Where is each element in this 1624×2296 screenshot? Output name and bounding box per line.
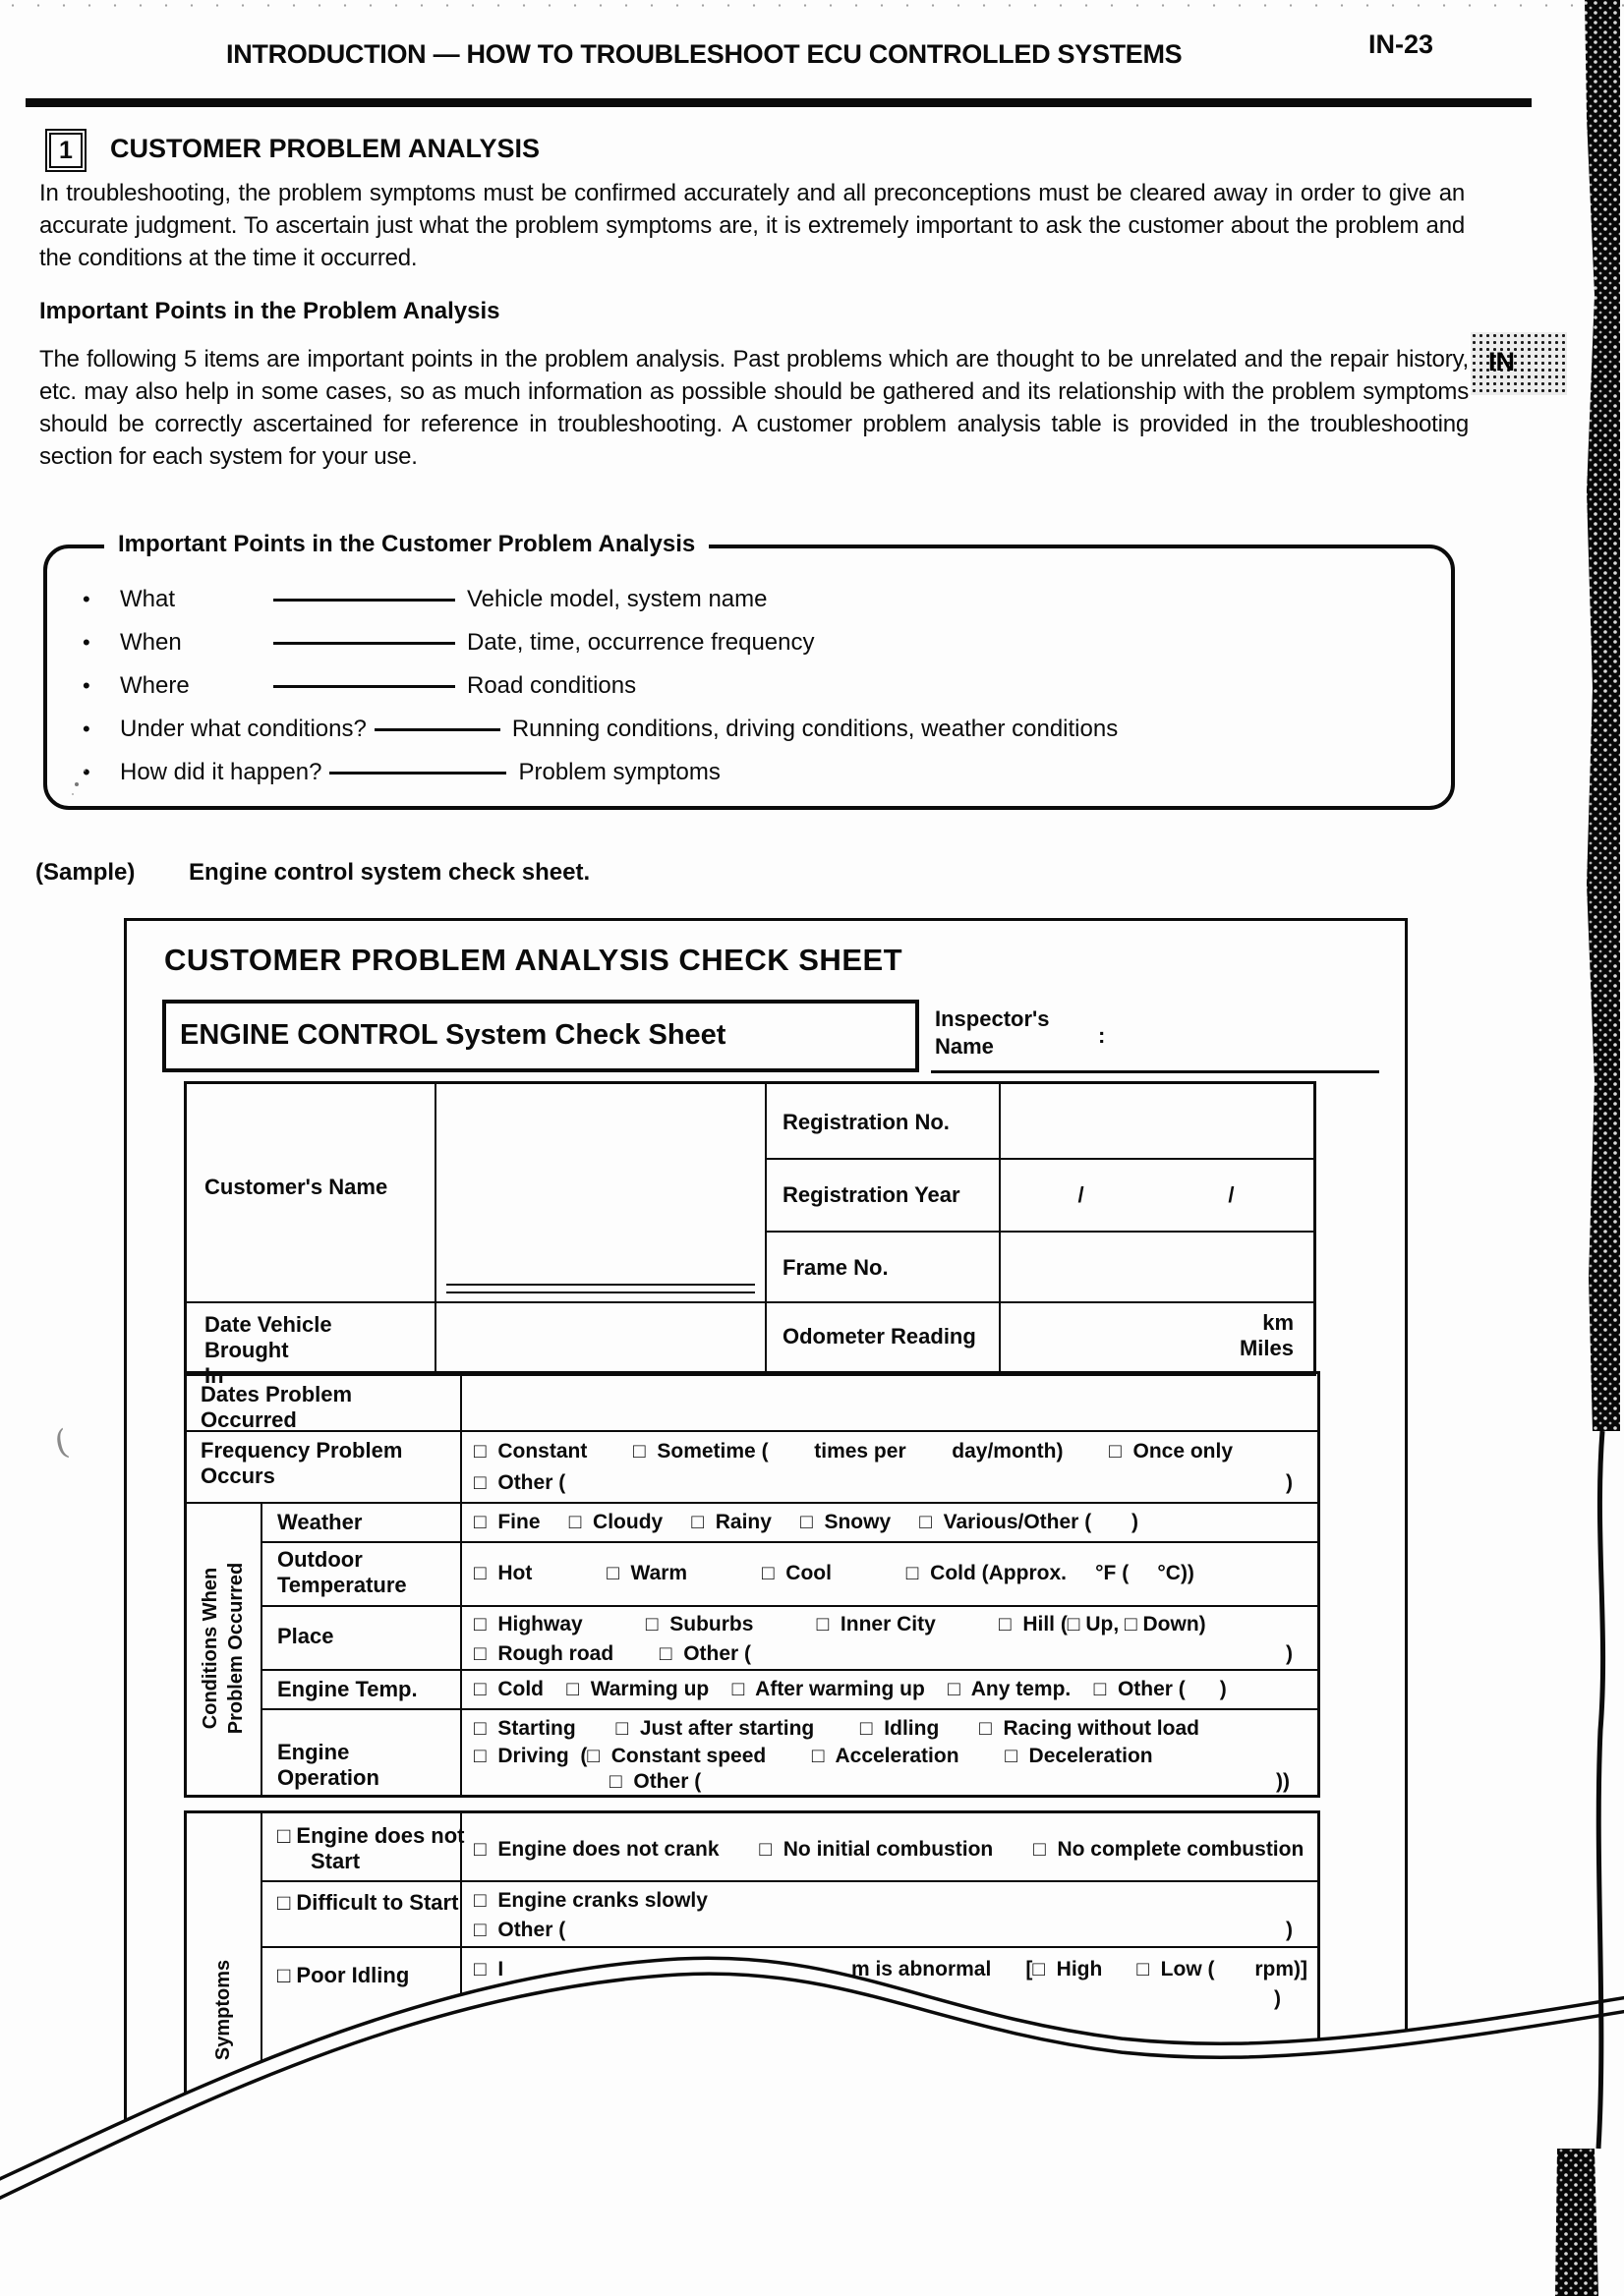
frequency-options-line2: □ Other ( <box>474 1471 566 1494</box>
symptom-poor-idling: □ Poor Idling <box>277 1963 410 1987</box>
engine-op-line1: □ Starting □ Just after starting □ Idling □ Racing without load <box>474 1717 1199 1740</box>
sample-caption: Engine control system check sheet. <box>189 859 591 886</box>
point-desc: Problem symptoms <box>518 759 721 785</box>
important-points-paragraph: The following 5 items are important points in the problem analysis. Past problems which are thought to be unrelated and the repair history, etc. may also help in some cases, so as much information as possible should be gathered and its relationship with the problem symptoms should be correctly ascertained for reference in troubleshooting. A customer problem analysis table is provided in the troubleshooting section for each system for your use. <box>39 346 1469 470</box>
dash-line <box>273 685 455 688</box>
dash-line <box>273 642 455 645</box>
registration-no-label: Registration No. <box>783 1110 950 1134</box>
section-number-box <box>45 129 87 172</box>
point-item-when <box>83 621 1431 664</box>
section-number: 1 <box>59 137 73 164</box>
customer-info-table <box>184 1081 1316 1388</box>
bullet-icon: • <box>83 587 90 611</box>
points-list <box>83 578 1431 794</box>
divider <box>765 1158 1313 1160</box>
point-desc: Date, time, occurrence frequency <box>467 629 815 656</box>
point-term: What <box>120 586 176 612</box>
section-title: CUSTOMER PROBLEM ANALYSIS <box>110 134 541 163</box>
binding-shadow <box>1543 0 1624 2296</box>
engine-op-line3: □ Other ( <box>609 1770 702 1793</box>
difficult-start-line2: □ Other ( <box>474 1919 566 1941</box>
point-item-conditions <box>83 708 1431 751</box>
poor-idling-frag-left: □ I <box>474 1958 504 1980</box>
weather-options: □ Fine □ Cloudy □ Rainy □ Snowy □ Various/Other ( ) <box>474 1511 1139 1533</box>
scan-dotted-edge <box>0 3 1624 8</box>
frequency-label: Frequency Problem Occurs <box>201 1438 403 1488</box>
divider <box>261 1502 262 1795</box>
system-check-sheet-box: ENGINE CONTROL System Check Sheet <box>162 1000 919 1072</box>
engine-temp-label: Engine Temp. <box>277 1677 418 1701</box>
points-box-title: Important Points in the Customer Problem Analysis <box>104 531 709 558</box>
dash-line <box>273 599 455 602</box>
poor-idling-close-paren: ) <box>1274 1987 1281 2010</box>
engine-op-close-paren: )) <box>1276 1770 1290 1793</box>
place-label: Place <box>277 1624 334 1648</box>
divider <box>765 1231 1313 1233</box>
important-points-box <box>43 531 1455 810</box>
frequency-close-paren: ) <box>1286 1471 1293 1494</box>
weather-label: Weather <box>277 1510 363 1534</box>
dates-problem-label: Dates Problem Occurred <box>201 1382 353 1432</box>
point-desc: Running conditions, driving conditions, weather conditions <box>511 716 1119 742</box>
engine-operation-label: Engine Operation <box>277 1740 379 1790</box>
odometer-label: Odometer Reading <box>783 1324 976 1349</box>
divider <box>999 1084 1001 1373</box>
sample-label: (Sample) <box>35 859 136 886</box>
engine-temp-options: □ Cold □ Warming up □ After warming up □ Any temp. □ Other ( ) <box>474 1678 1227 1700</box>
point-desc: Road conditions <box>467 672 637 699</box>
registration-year-label: Registration Year <box>783 1182 960 1207</box>
dash-line <box>375 728 500 731</box>
registration-year-field: / / <box>1077 1182 1235 1207</box>
point-term: When <box>120 629 182 656</box>
divider <box>435 1084 436 1373</box>
engine-not-start-options: □ Engine does not crank □ No initial combustion □ No complete combustion <box>474 1838 1305 1861</box>
point-item-where <box>83 664 1431 708</box>
symptom-difficult-start: □ Difficult to Start <box>277 1890 459 1915</box>
difficult-start-close-paren: ) <box>1286 1919 1293 1941</box>
header-rule <box>26 98 1532 107</box>
place-options-line1: □ Highway □ Suburbs □ Inner City □ Hill (□ Up, □ Down) <box>474 1613 1206 1636</box>
poor-idling-frag-right: m is abnormal [□ High □ Low ( rpm)] <box>850 1958 1307 1980</box>
divider <box>460 1374 462 1795</box>
point-term: Under what conditions? <box>120 716 367 742</box>
bullet-icon: • <box>83 760 90 784</box>
check-sheet-title: CUSTOMER PROBLEM ANALYSIS CHECK SHEET <box>164 943 903 977</box>
point-term: How did it happen? <box>120 759 322 785</box>
scan-speck: ( <box>50 1422 73 1464</box>
divider <box>187 1301 1313 1303</box>
inspector-colon: : <box>1098 1023 1106 1048</box>
dash-line <box>329 772 506 775</box>
torn-page-edge <box>0 1867 1624 2296</box>
divider <box>261 1605 1317 1607</box>
point-item-what <box>83 578 1431 621</box>
divider <box>765 1084 767 1373</box>
symptoms-side-label: Symptoms <box>212 1959 234 2061</box>
date-brought-label: Date Vehicle Brought In <box>204 1312 332 1388</box>
inspector-name-field <box>931 1070 1379 1073</box>
bullet-icon: • <box>83 717 90 741</box>
odometer-units: km Miles <box>1239 1310 1294 1360</box>
point-term: Where <box>120 672 190 699</box>
frame-no-label: Frame No. <box>783 1255 889 1280</box>
point-item-how <box>83 751 1431 794</box>
symptom-engine-not-start: □ Engine does not Start <box>277 1823 465 1873</box>
place-close-paren: ) <box>1286 1642 1293 1665</box>
difficult-start-line1: □ Engine cranks slowly <box>474 1889 708 1912</box>
divider <box>261 1669 1317 1671</box>
engine-op-line2: □ Driving (□ Constant speed □ Acceleration □ Deceleration <box>474 1745 1153 1767</box>
divider <box>261 1541 1317 1543</box>
page-header-title: INTRODUCTION — HOW TO TROUBLESHOOT ECU CONTROLLED SYSTEMS <box>226 39 1183 69</box>
conditions-side-label: Conditions When Problem Occurred <box>200 1562 247 1735</box>
customer-name-writing-line <box>446 1284 755 1293</box>
place-options-line2: □ Rough road □ Other ( <box>474 1642 752 1665</box>
divider <box>187 1502 1317 1504</box>
section-intro-paragraph: In troubleshooting, the problem symptoms must be confirmed accurately and all preconceptions must be cleared away in order to give an accurate judgment. To ascertain just what the problem symptoms are, it is extremely important to ask the customer about the problem and the conditions at the time it occurred. <box>39 180 1465 271</box>
important-points-heading: Important Points in the Problem Analysis <box>39 298 500 324</box>
thumb-tab-label: IN <box>1488 347 1515 376</box>
inspector-name-label: Inspector's Name <box>935 1006 1050 1059</box>
outdoor-temp-label: Outdoor Temperature <box>277 1547 407 1597</box>
page-number: IN-23 <box>1368 29 1434 59</box>
scan-speck <box>75 782 79 786</box>
divider <box>261 1708 1317 1710</box>
point-desc: Vehicle model, system name <box>467 586 768 612</box>
customer-name-label: Customer's Name <box>204 1175 388 1199</box>
bullet-icon: • <box>83 630 90 655</box>
problem-conditions-table <box>184 1371 1320 1798</box>
bullet-icon: • <box>83 673 90 698</box>
frequency-options-line1: □ Constant □ Sometime ( times per day/month) □ Once only <box>474 1440 1234 1463</box>
outdoor-temp-options: □ Hot □ Warm □ Cool □ Cold (Approx. °F ( °C)) <box>474 1562 1194 1584</box>
